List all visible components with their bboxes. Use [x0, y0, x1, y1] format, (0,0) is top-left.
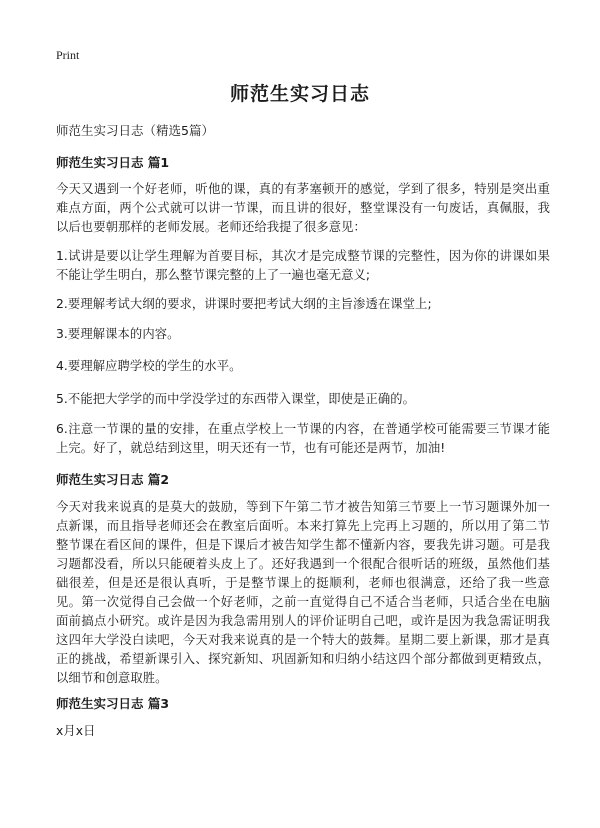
paragraph: 5.不能把大学学的而中学没学过的东西带入课堂，即使是正确的。: [56, 392, 416, 406]
page-title: 师范生实习日志: [229, 83, 370, 105]
paragraph: 3.要理解课本的内容。: [56, 327, 180, 341]
document-subtitle: 师范生实习日志（精选5篇）: [56, 123, 214, 138]
paragraph: 今天又遇到一个好老师，听他的课，真的有茅塞顿开的感觉，学到了很多，特别是突出重难点方面，两个公式就可以讲一节课，而且讲的很好，整堂课没有一句废话，真佩服，我以后也要朝那样的老师发展。老师还给我提了很多意见：: [56, 182, 550, 234]
section-heading-1: 师范生实习日志 篇1: [56, 155, 170, 170]
paragraph: 1.试讲是要以让学生理解为首要目标，其次才是完成整节课的完整性，因为你的讲课如果不能让学生明白，那么整节课完整的上了一遍也毫无意义;: [56, 249, 550, 282]
paragraph: 2.要理解考试大纲的要求，讲课时要把考试大纲的主旨渗透在课堂上;: [56, 297, 432, 311]
paragraph: 今天对我来说真的是莫大的鼓励，等到下午第二节才被告知第三节要上一节习题课外加一点新课，而且指导老师还会在教室后面听。本来打算先上完再上习题的，所以用了第二节整节课在看区间的课件，但是下课后才被告知学生都不懂新内容，要我先讲习题。可是我习题都没看，所以只能硬着头皮上了。还好我遇到一个很配合很听话的班级，虽然他们基础很差，但是还是很认真听，于是整节课上的挺顺利，老师也很满意，还给了我一些意见。第一次觉得自己会做一个好老师，之前一直觉得自己不适合当老师，只适合坐在电脑面前搞点小研究。或许是因为我急需用别人的评价证明自己吧，或许是因为我急需证明我这四年大学没白读吧，今天对我来说真的是一个特大的鼓舞。星期二要上新课，那才是真正的挑战，希望新课引入、探究新知、巩固新知和归纳小结这四个部分都做到更精致点，以细节和创意取胜。: [56, 500, 550, 685]
print-label[interactable]: Print: [56, 48, 80, 62]
paragraph: 4.要理解应聘学校的学生的水平。: [56, 359, 242, 373]
paragraph: x月x日: [56, 724, 96, 738]
section-heading-2: 师范生实习日志 篇2: [56, 472, 170, 487]
paragraph: 6.注意一节课的量的安排，在重点学校上一节课的内容，在普通学校可能需要三节课才能上完。好了，就总结到这里，明天还有一节，也有可能还是两节，加油!: [56, 422, 550, 455]
section-heading-3: 师范生实习日志 篇3: [56, 696, 170, 711]
